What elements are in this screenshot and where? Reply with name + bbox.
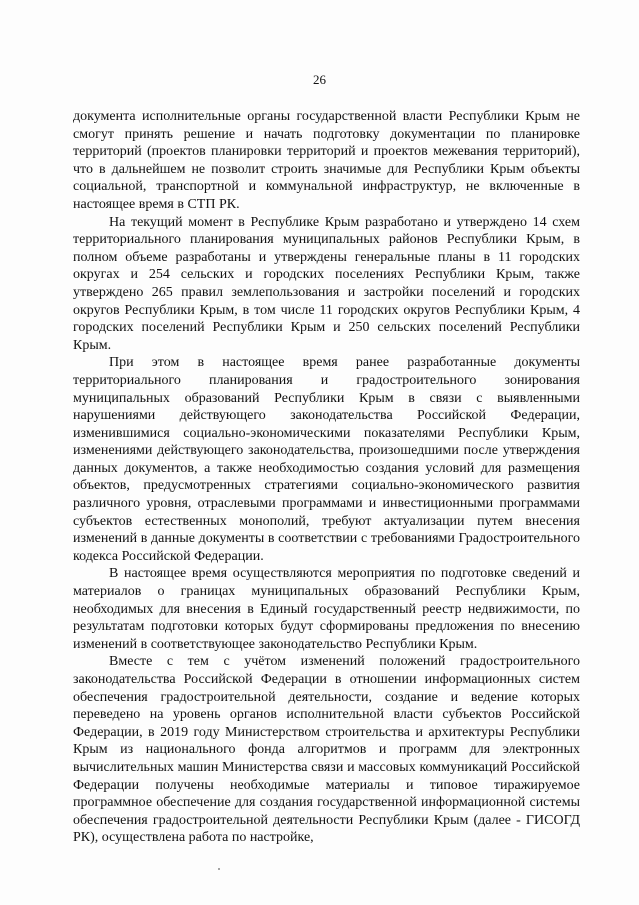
paragraph: Вместе с тем с учётом изменений положений градостроительного законодательства Российской Федерации в отношении информационных систем обеспечения градостроительной деятельности, создание и ведение которых переведено на уровень органов исполнительной власти субъектов Российской Федерации, в 2019 году Министерством строительства и архитектуры Республики Крым из национального фонда алгоритмов и программ для электронных вычислительных машин Министерства связи и массовых коммуникаций Российской Федерации получены необходимые материалы и типовое тиражируемое программное обеспечение для создания государственной информационной системы обеспечения градостроительной деятельности Республики Крым (далее - ГИСОГД РК), осуществлена работа по настройке,	[73, 654, 580, 846]
scan-speck	[218, 868, 220, 870]
body-text	[73, 108, 580, 847]
page-number: 26	[313, 72, 326, 87]
paragraph: документа исполнительные органы государственной власти Республики Крым не смогут принять решение и начать подготовку документации по планировке территорий (проектов планировки территорий и проектов межевания территорий), что в дальнейшем не позволит строить значимые для Республики Крым объекты социальной, транспортной и коммунальной инфраструктур, не включенные в настоящее время в СТП РК.	[73, 109, 580, 212]
paragraph: На текущий момент в Республике Крым разработано и утверждено 14 схем территориального планирования муниципальных районов Республики Крым, в полном объеме разработаны и утверждены генеральные планы в 11 городских округах и 254 сельских и городских поселениях Республики Крым, также утверждено 265 правил землепользования и застройки поселений и городских округов Республики Крым, в том числе 11 городских округов Республики Крым, 4 городских поселений Республики Крым и 250 сельских поселений Республики Крым.	[73, 214, 580, 353]
paragraph: В настоящее время осуществляются мероприятия по подготовке сведений и материалов о границах муниципальных образований Республики Крым, необходимых для внесения в Единый государственный реестр недвижимости, по результатам подготовки которых будут сформированы предложения по внесению изменений в соответствующее законодательство Республики Крым.	[73, 566, 580, 652]
paragraph: При этом в настоящее время ранее разработанные документы территориального планирования и градостроительного зонирования муниципальных образований Республики Крым в связи с выявленными нарушениями действующего законодательства Российской Федерации, изменившимися социально-экономическими показателями Республики Крым, изменениями действующего законодательства, произошедшими после утверждения данных документов, а также необходимостью создания условий для размещения объектов, предусмотренных стратегиями социально-экономического развития различного уровня, отраслевыми программами и инвестиционными программами субъектов естественных монополий, требуют актуализации путем внесения изменений в данные документы в соответствии с требованиями Градостроительного кодекса Российской Федерации.	[73, 355, 580, 564]
